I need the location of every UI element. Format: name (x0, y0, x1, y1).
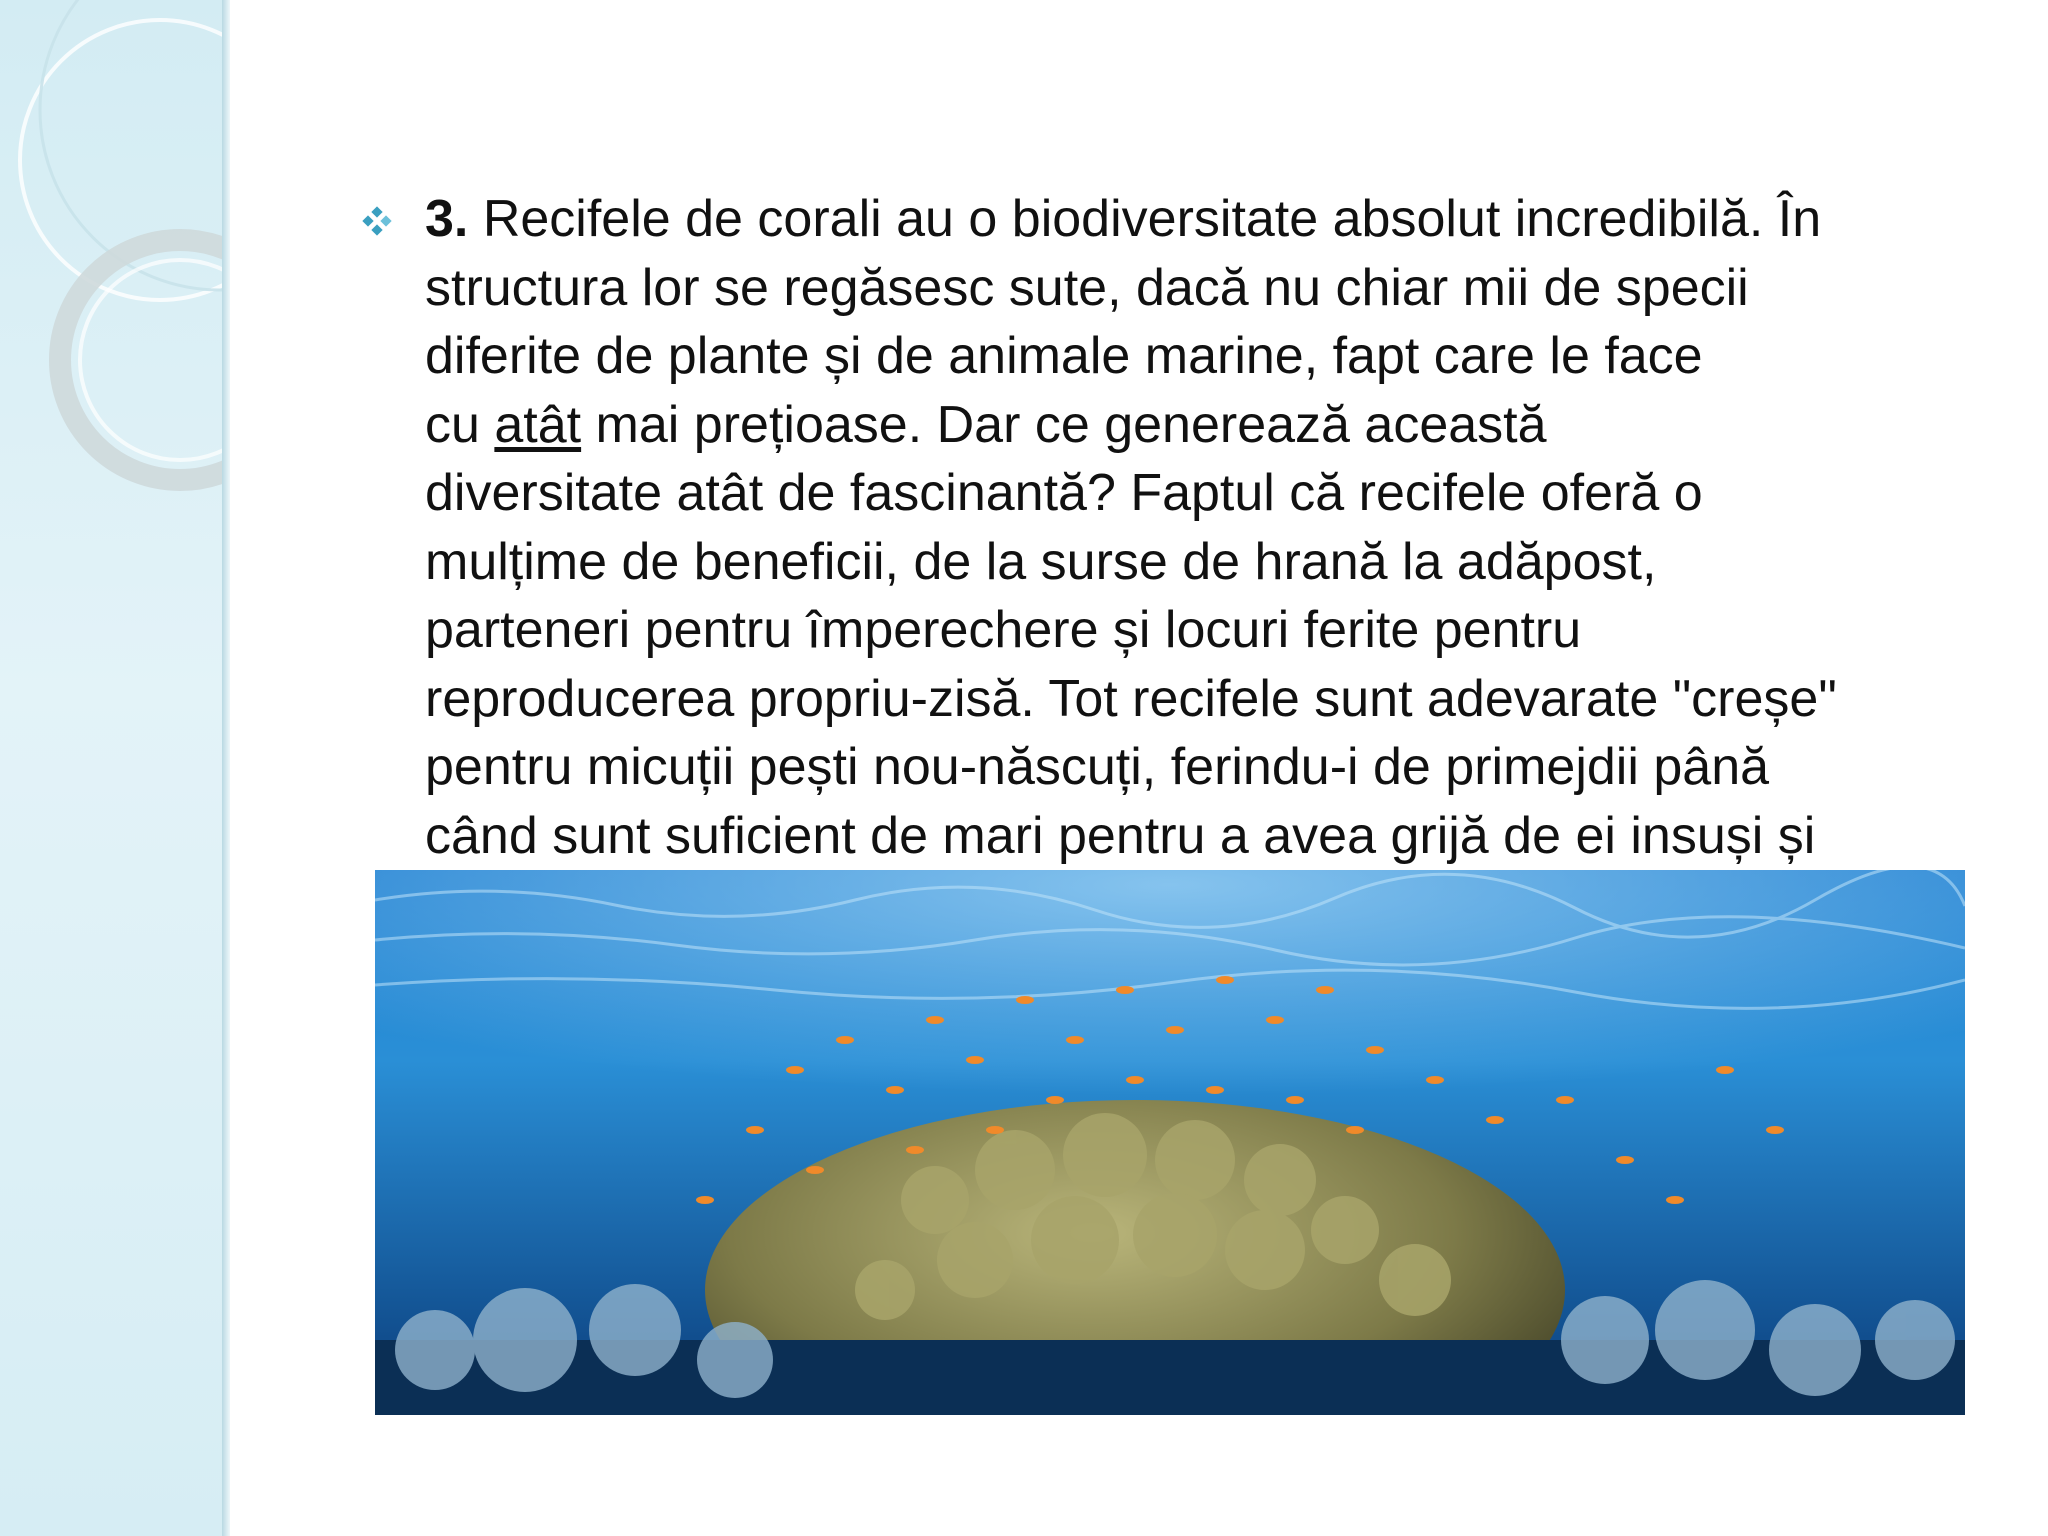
side-panel-edge (222, 0, 230, 1536)
text-line-8: reproducerea propriu-zisă. Tot recifele sunt adevarate "creșe" (425, 669, 1837, 728)
text-line-9: pentru micuții pești nou-născuți, ferindu-i de primejdii până (425, 738, 1770, 796)
underlined-word: atât (494, 395, 582, 454)
text-line-1: 3. Recifele de corali au o biodiversitate absolut incredibilă. În (425, 190, 1822, 248)
decorative-side-panel (0, 0, 222, 1536)
text-line-6: mulțime de beneficii, de la surse de hrană la adăpost, (425, 532, 1657, 591)
item-number: 3. (425, 190, 469, 248)
text-line-2: structura lor se regăsesc sute, dacă nu chiar mii de specii (425, 258, 1749, 317)
text-line-5: diversitate atât de fascinantă? Faptul că recifele oferă o (425, 464, 1703, 522)
coral-reef-illustration (375, 870, 1965, 1415)
text-line-10: când sunt suficient de mari pentru a avea grijă de ei insuși și (425, 806, 1816, 865)
text-line-4: cu atât mai prețioase. Dar ce generează această (425, 395, 1547, 454)
slide-body-text (355, 185, 1975, 870)
decorative-circles (0, 0, 222, 1536)
text-line-3: diferite de plante și de animale marine, fapt care le face (425, 327, 1703, 385)
text-line-7: parteneri pentru împerechere și locuri ferite pentru (425, 601, 1582, 659)
coral-reef-photo (375, 870, 1965, 1415)
